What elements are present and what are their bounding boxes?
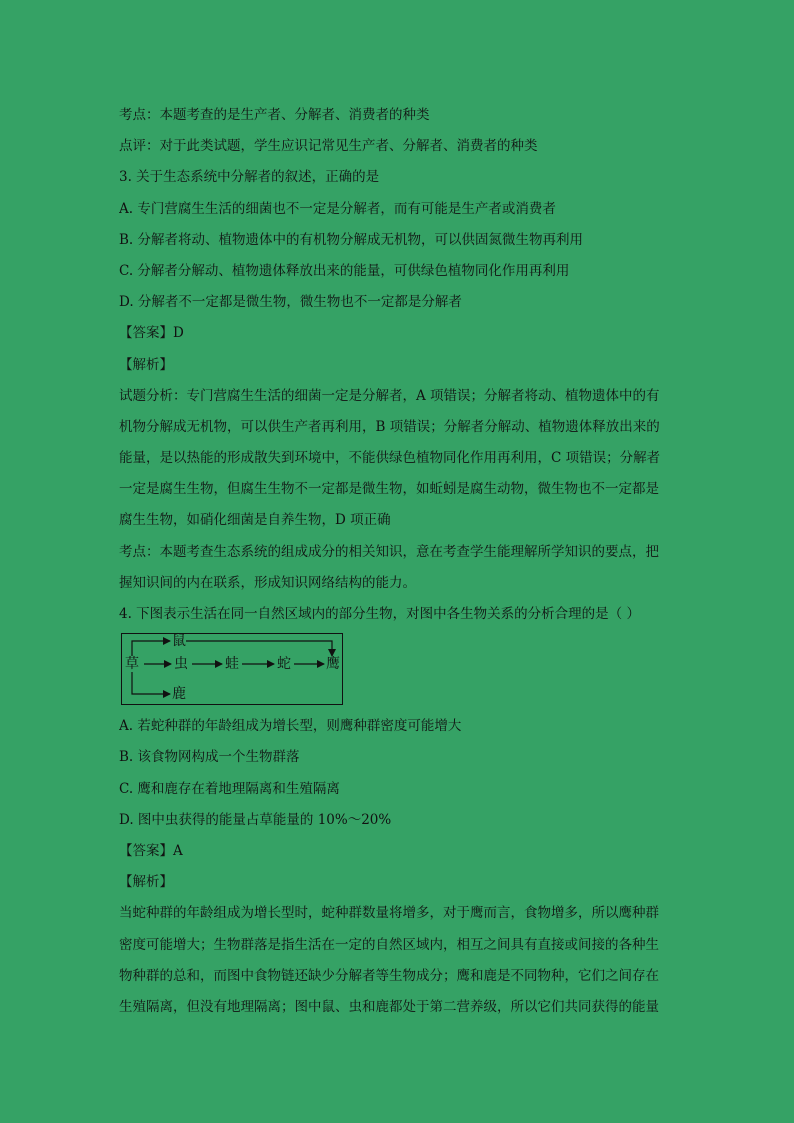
node-grass: 草 [125,656,139,673]
arrow-grass-mouse [132,641,170,656]
text-line: D. 分解者不一定都是微生物，微生物也不一定都是分解者 [119,294,462,311]
node-frog: 蛙 [225,656,239,673]
text-line: 【答案】A [119,842,183,859]
text-line: 【答案】D [119,325,184,342]
text-line: 握知识间的内在联系，形成知识网络结构的能力。 [119,574,416,591]
node-eagle: 鹰 [326,656,340,673]
text-line: 【解析】 [119,874,173,891]
text-line: B. 分解者将动、植物遗体中的有机物分解成无机物，可以供固氮微生物再利用 [119,231,584,248]
food-web-diagram [121,633,343,705]
text-line: 能量，是以热能的形成散失到环境中，不能供绿色植物同化作用再利用，C 项错误；分解者 [119,450,661,467]
text-line: 考点：本题考查生态系统的组成成分的相关知识，意在考查学生能理解所学知识的要点，把 [119,543,659,560]
text-line: 3. 关于生态系统中分解者的叙述，正确的是 [119,169,380,186]
text-line: 一定是腐生生物，但腐生生物不一定都是微生物，如蚯蚓是腐生动物，微生物也不一定都是 [119,481,659,498]
node-snake: 蛇 [277,656,291,673]
text-line: 点评：对于此类试题，学生应识记常见生产者、分解者、消费者的种类 [119,138,538,155]
text-line: 【解析】 [119,356,173,373]
text-line: C. 鹰和鹿存在着地理隔离和生殖隔离 [119,780,340,797]
text-line: C. 分解者分解动、植物遗体释放出来的能量，可供绿色植物同化作用再利用 [119,262,570,279]
text-line: D. 图中虫获得的能量占草能量的 10%～20% [119,811,392,828]
text-line: 腐生生物，如硝化细菌是自养生物，D 项正确 [119,512,391,529]
text-line: A. 专门营腐生生活的细菌也不一定是分解者，而有可能是生产者或消费者 [119,200,556,217]
document-page [119,100,679,1023]
text-block-top [119,100,679,630]
text-line: 生殖隔离，但没有地理隔离；图中鼠、虫和鹿都处于第二营养级，所以它们共同获得的能量 [119,998,659,1015]
text-line: 密度可能增大；生物群落是指生活在一定的自然区域内，相互之间具有直接或间接的各种生 [119,936,659,953]
text-line: 物种群的总和，而图中食物链还缺少分解者等生物成分；鹰和鹿是不同物种，它们之间存在 [119,967,659,984]
node-deer: 鹿 [172,686,186,703]
text-line: 4. 下图表示生活在同一自然区域内的部分生物，对图中各生物关系的分析合理的是（ ） [119,606,640,622]
text-line: B. 该食物网构成一个生物群落 [119,749,300,766]
arrow-mouse-eagle [186,641,332,656]
node-insect: 虫 [174,656,188,673]
arrow-grass-deer [132,672,170,694]
node-mouse: 鼠 [172,633,186,650]
text-line: 当蛇种群的年龄组成为增长型时，蛇种群数量将增多，对于鹰而言，食物增多，所以鹰种群 [119,905,659,922]
text-line: A. 若蛇种群的年龄组成为增长型，则鹰种群密度可能增大 [119,718,462,735]
text-line: 机物分解成无机物，可以供生产者再利用，B 项错误；分解者分解动、植物遗体释放出来的 [119,418,660,435]
text-line: 试题分析：专门营腐生生活的细菌一定是分解者，A 项错误；分解者将动、植物遗体中的有 [119,387,660,404]
text-line: 考点：本题考查的是生产者、分解者、消费者的种类 [119,107,430,123]
text-block-bottom [119,711,679,1023]
